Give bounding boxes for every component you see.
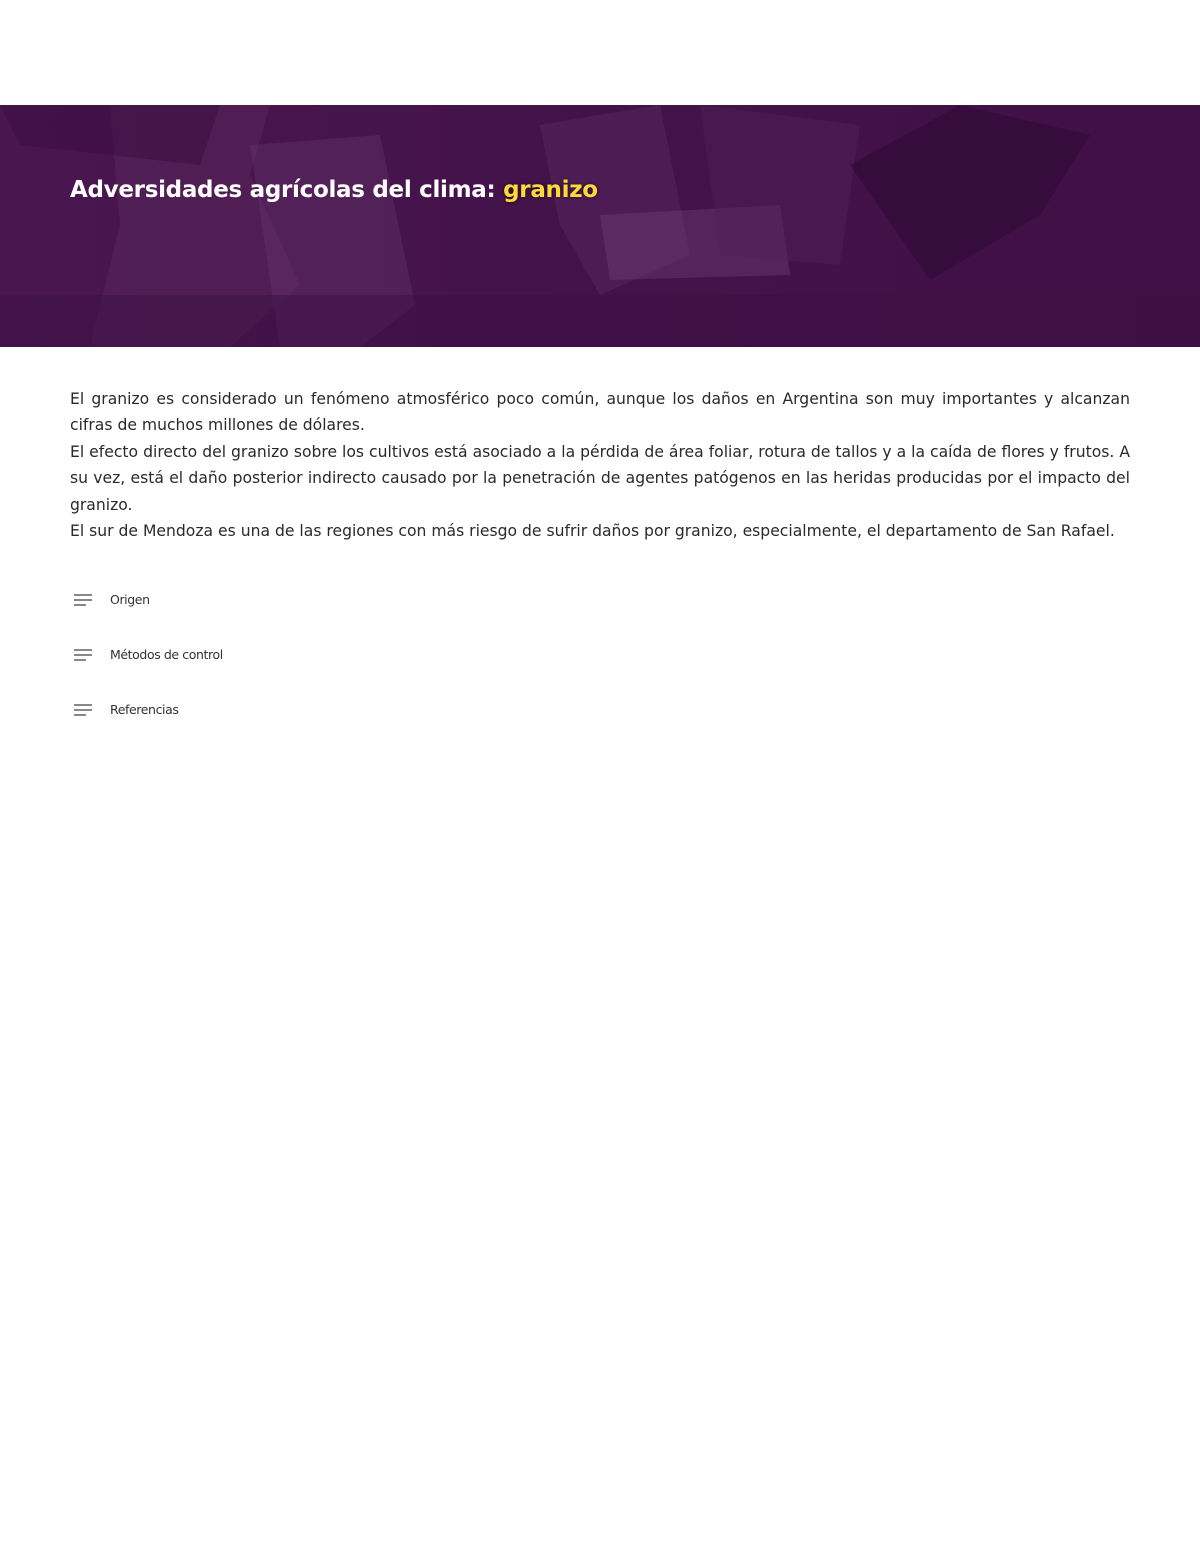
section-label: Métodos de control (110, 647, 223, 662)
text-lines-icon (74, 703, 92, 717)
hero-background-image (0, 105, 1200, 347)
section-list (74, 572, 474, 737)
paragraph: El efecto directo del granizo sobre los cultivos está asociado a la pérdida de área foliar, rotura de tallos y a la caída de flores y frutos. A su vez, está el daño posterior indirecto causado por la penetración de agentes patógenos en las heridas producidas por el impacto del granizo. (70, 442, 1130, 514)
page-title (70, 177, 598, 203)
section-item-metodos-de-control[interactable] (74, 627, 474, 682)
intro-text (70, 386, 1130, 544)
paragraph: El sur de Mendoza es una de las regiones con más riesgo de sufrir daños por granizo, especialmente, el departamento de San Rafael. (70, 522, 1115, 541)
title-highlight: granizo (503, 177, 598, 203)
paragraph: El granizo es considerado un fenómeno atmosférico poco común, aunque los daños en Argentina son muy importantes y alcanzan cifras de muchos millones de dólares. (70, 390, 1130, 435)
text-lines-icon (74, 593, 92, 607)
title-prefix: Adversidades agrícolas del clima: (70, 177, 504, 203)
hero-banner (0, 105, 1200, 347)
section-item-origen[interactable] (74, 572, 474, 627)
section-label: Origen (110, 592, 150, 607)
section-label: Referencias (110, 702, 179, 717)
section-item-referencias[interactable] (74, 682, 474, 737)
text-lines-icon (74, 648, 92, 662)
